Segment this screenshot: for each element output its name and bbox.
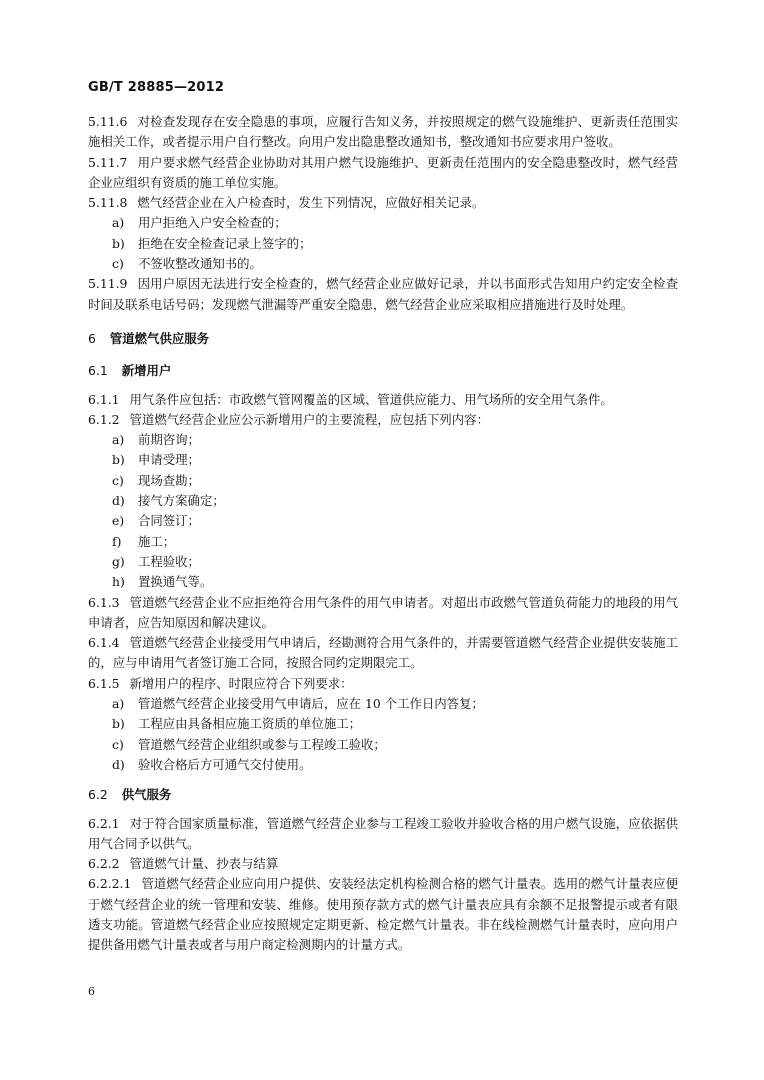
clause-paragraph [88,153,678,194]
heading-number: 6.2 [88,787,108,803]
clause-number: 6.1.4 [88,635,120,651]
list-item-label: d) [112,756,125,772]
list-item-text: 工程验收； [138,553,200,569]
list-item-label: f) [112,533,122,549]
list-item-label: d) [112,493,125,509]
heading-text: 新增用户 [121,363,172,379]
clause-text: 因用户原因无法进行安全检查的，燃气经营企业应做好记录，并以书面形式告知用户约定安全检查时间及联系电话号码；发现燃气泄漏等严重安全隐患，燃气经营企业应采取相应措施进行及时处理。 [88,276,678,312]
standard-number: GB/T 28885—2012 [88,80,225,95]
list-item-text: 不签收整改通知书的。 [138,256,262,272]
list-item [88,572,678,592]
clause-paragraph [88,193,678,213]
clause-text: 用气条件应包括：市政燃气管网覆盖的区域、管道供应能力、用气场所的安全用气条件。 [129,391,613,407]
list-item-text: 验收合格后方可通气交付使用。 [138,756,312,772]
list-item-text: 接气方案确定； [138,493,225,509]
chapter-heading [88,329,678,349]
list-item-text: 用户拒绝入户安全检查的； [138,215,287,231]
list-item [88,430,678,450]
section-heading [88,361,678,381]
clause-paragraph [88,633,678,674]
list-item-text: 拒绝在安全检查记录上签字的； [138,235,312,251]
clause-paragraph [88,410,678,430]
list-item [88,471,678,491]
list-item-label: b) [112,716,125,732]
clause-text: 管道燃气经营企业应公示新增用户的主要流程，应包括下列内容： [129,411,489,427]
list-item [88,735,678,755]
clause-text: 对检查发现存在安全隐患的事项，应履行告知义务，并按照规定的燃气设施维护、更新责任范围实施相关工作，或者提示用户自行整改。向用户发出隐患整改通知书，整改通知书应要求用户签收。 [88,114,678,150]
list-item [88,552,678,572]
clause-number: 5.11.9 [88,276,128,292]
clause-text: 管道燃气经营企业接受用气申请后，经勘测符合用气条件的，并需要管道燃气经营企业提供安装施工的，应与申请用气者签订施工合同，按照合同约定期限完工。 [88,635,678,671]
heading-text: 管道燃气供应服务 [109,330,210,346]
list-item [88,714,678,734]
clause-text: 新增用户的程序、时限应符合下列要求： [129,675,353,691]
list-item-text: 前期咨询； [138,432,200,448]
heading-number: 6 [88,330,96,346]
list-item [88,694,678,714]
list-item-label: h) [112,574,125,590]
list-item-text: 合同签订； [138,513,200,529]
list-item-text: 置换通气等。 [138,574,213,590]
clause-paragraph [88,874,678,955]
clause-text: 管道燃气经营企业应向用户提供、安装经法定机构检测合格的燃气计量表。选用的燃气计量表应便于燃气经营企业的统一管理和安装、维修。使用预存款方式的燃气计量表应具有余额不足报警提示或者有限透支功能。管道燃气经营企业应按照规定定期更新、检定燃气计量表。非在线检测燃气计量表时，应向用户提供备用燃气计量表或者与用户商定检测期内的计量方式。 [88,876,678,953]
clause-paragraph [88,814,678,855]
list-item [88,450,678,470]
list-item-label: b) [112,452,125,468]
page-number: 6 [88,985,95,998]
list-item-label: a) [112,696,125,712]
clause-text: 管道燃气计量、抄表与结算 [129,856,279,872]
clause-text: 燃气经营企业在入户检查时，发生下列情况，应做好相关记录。 [137,195,485,211]
clause-number: 6.1.2 [88,411,120,427]
clause-number: 6.1.3 [88,594,120,610]
list-item [88,254,678,274]
list-item [88,755,678,775]
list-item [88,213,678,233]
clause-number: 6.1.5 [88,675,120,691]
heading-text: 供气服务 [121,787,172,803]
clause-paragraph [88,390,678,410]
clause-number: 6.2.2 [88,856,120,872]
list-item [88,532,678,552]
clause-number: 6.2.1 [88,815,120,831]
clause-number: 5.11.7 [88,154,128,170]
list-item-text: 管道燃气经营企业接受用气申请后，应在 10 个工作日内答复； [138,696,484,712]
clause-paragraph [88,854,678,874]
clause-text: 管道燃气经营企业不应拒绝符合用气条件的用气申请者。对超出市政燃气管道负荷能力的地段的用气申请者，应告知原因和解决建议。 [88,594,678,630]
list-item-label: b) [112,235,125,251]
clause-number: 5.11.8 [88,195,128,211]
clause-paragraph [88,112,678,153]
list-item [88,511,678,531]
list-item-text: 施工； [138,533,176,549]
clause-paragraph [88,593,678,634]
list-item [88,234,678,254]
heading-number: 6.1 [88,363,108,379]
clause-number: 5.11.6 [88,114,128,129]
list-item-label: g) [112,553,125,569]
list-item [88,491,678,511]
clause-paragraph [88,674,678,694]
list-item-label: c) [112,256,124,272]
list-item-label: a) [112,215,125,231]
list-item-text: 工程应由具备相应施工资质的单位施工； [138,716,362,732]
list-item-text: 申请受理； [138,452,200,468]
document-body [88,112,678,956]
clause-number: 6.1.1 [88,391,120,407]
clause-text: 对于符合国家质量标准，管道燃气经营企业参与工程竣工验收并验收合格的用户燃气设施，应依据供用气合同予以供气。 [88,815,678,851]
list-item-label: c) [112,736,124,752]
list-item-text: 管道燃气经营企业组织或参与工程竣工验收； [138,736,386,752]
clause-number: 6.2.2.1 [88,876,132,892]
list-item-label: a) [112,432,125,448]
list-item-text: 现场查勘； [138,472,200,488]
list-item-label: e) [112,513,125,529]
list-item-label: c) [112,472,124,488]
section-heading [88,785,678,805]
clause-paragraph [88,274,678,315]
clause-text: 用户要求燃气经营企业协助对其用户燃气设施维护、更新责任范围内的安全隐患整改时，燃气经营企业应组织有资质的施工单位实施。 [88,154,678,190]
